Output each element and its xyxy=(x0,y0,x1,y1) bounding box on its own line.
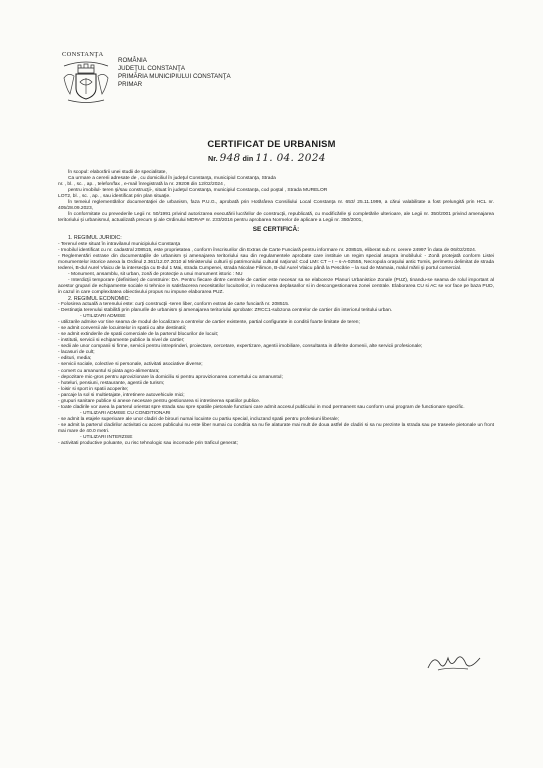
allowed-use-item: - sedii ale unor companii si firme, servicii pentru intreprinderi, proiectare, cercetare, expertizare, agentii imobiliare, consultanta in diferite domenii, alte servicii profesionale; xyxy=(58,344,423,350)
allowed-uses-heading: - UTILIZARI ADMISE xyxy=(80,314,126,320)
legal-paragraph: - Terenul este situat în intravilanul municipiului Constanţa xyxy=(58,241,181,247)
county-name: JUDEŢUL CONSTANŢA xyxy=(118,65,186,72)
certificate-number-line xyxy=(208,152,326,164)
legal-paragraph: - Interdicţii temporare (definitive) de construire: DA. Pentru fiecare dintre centrele de cartier este necesar sa se elaboreze Planuri Urbanistice Zonale (PUZ), tinandu-se seama de rolul important al acestor grupari de echipamente sociale si tehnice in satisfacerea necesitatilor locuitorilor, in reducerea deplasarilor si in descongestionarea zonei centrale. Elaborarea CU si AC se vor face pe baza PUD, in cazul in care complexitatea obiectivului propus nu impune elaborarea PUZ. xyxy=(58,277,494,295)
allowed-use-item: - utilizarile admise vor tine seama de modul de localizare a centrelor de cartier existente, partial configurate in conditii foarte limitate de teren; xyxy=(58,320,360,326)
crest-label: CONSTANŢA xyxy=(62,51,104,58)
allowed-use-item: - se admit extinderile de spatii comerciale de la parterul blocurilor de locuit; xyxy=(58,332,219,338)
coat-of-arms-icon xyxy=(56,56,116,104)
allowed-use-item: - se admit conversii ale locuintelor in spatii cu alte destinatii; xyxy=(58,326,187,332)
allowed-use-item: - institutii, servicii si echipamente publice la nivel de cartier; xyxy=(58,338,185,344)
document-body xyxy=(58,170,494,447)
forbidden-uses-heading: - UTILIZARI INTERZISE xyxy=(80,435,133,441)
city-hall-name: PRIMĂRIA MUNICIPIULUI CONSTANŢA xyxy=(118,73,231,80)
legal-paragraph: - Reglementări extrase din documentaţiile de urbanism şi amenajarea teritoriului sau din regulamentele aprobate care instituie un regim special asupra imobilului: - Zonă protejată conform Listei monumentelor istorice anexa la Ordinul 2.361/12.07.2010 al Ministerului culturii şi patrimoniului cultural naţional: Cod LMI: CT – I – s-A-02555, Necropola oraşului antic Tomis, perimetru delimitat de strada Iederei, B-dul Aurel Vlaicu de la intersecţia cu B-dul 1 Mai, strada Cumpenei, strada Nicolae Filimon, B-dul Aurel Vlaicu până la Pescărie – la sud de Mamaia, malul mării şi portul comercial. xyxy=(58,253,494,271)
issuer-header xyxy=(118,57,231,89)
purpose-line: În scopul: elaborării unei studii de specialitate, xyxy=(68,170,167,175)
allowed-use-item: - toate cladirile vor avea la parterul orientat spre strada sau spre spatiile pietonale functiuni care admit accesul publicului in mod permanent sau conform unui program de functionare specific. xyxy=(58,404,465,410)
forbidden-use-item: - activitati productive poluante, cu risc tehnologic sau incomode prin traficul generat; xyxy=(58,441,238,447)
property-line: pentru imobilul- teren şi/sau construcţii-, situat în judeţul Constanţa, municipiul Constanţa, cod poştal , Strada MURELOR xyxy=(68,188,328,194)
mayor-title: PRIMAR xyxy=(118,81,143,88)
legal-basis-pug: În temeiul reglementărilor documentaţiei de urbanism, faza P.U.G., aprobată prin Hotărârea Consiliului Local Constanţa nr. 653/ 25.11.1999, a cărui valabilitate a fost prelungită prin HCL nr. 405/28.09.2023, xyxy=(58,200,494,212)
section-legal-title: 1. REGIMUL JURIDIC: xyxy=(68,235,122,242)
legal-basis-laws: În conformitate cu prevederile Legii nr. 50/1991 privind autorizarea executării lucrărilor de construcţii, republicată, cu modificările şi completările ulterioare, ale Legii nr. 350/2001 privind amenajarea teritoriului şi urbanismul, actualizată precum şi ale Ordinului MDRAP nr. 233/2016 pentru aprobarea Normelor de aplicare a Legii nr. 350/2001, xyxy=(58,212,494,224)
allowed-use-item: - parcaje la sol si multietajate, intretinere autovehicule mici; xyxy=(58,392,185,398)
document-title: CERTIFICAT DE URBANISM xyxy=(207,138,336,149)
allowed-use-item: - hoteluri, pensiuni, restaurante, agentii de turism; xyxy=(58,380,165,386)
economic-paragraph: - Folosirea actuală a terenului este: curţi construcţii -teren liber, conform extras de carte funciară nr. 208515. xyxy=(58,301,290,307)
certifies-heading: SE CERTIFICĂ: xyxy=(252,226,300,234)
certificate-number: 948 xyxy=(219,152,241,164)
address-line: nr. , bl. , sc. , ap. , telefon/fax , e-mail înregistrată la nr. 29208 din 12/02/2024 , xyxy=(58,182,226,188)
legal-paragraph: - Imobilul identificat cu nr. cadastral 208515, este proprietatea , conform înscrisurilor din Extras de Carte Funciară pentru informare nr. 208515, eliberat sub nr. cerere 24997 în data de 06/02/2024. xyxy=(58,247,477,253)
conditional-use-item: - se admit la parterul cladirilor activitati cu acces publicului nu este liber numai cu conditia sa nu fie alaturate mai mult de doua astfel de cladiri si sa nu prezinte la strada sau pe traseele pietonale un front mai mare de 40.0 metri. xyxy=(58,422,494,434)
allowed-use-item: - lacasuri de cult; xyxy=(58,350,95,356)
conditional-use-item: - se admit la etajele superioare ale unor cladiri de birouri numai locuinte cu partiu special, incluzand spatii pentru profesiuni liberale; xyxy=(58,416,340,422)
handwritten-signature xyxy=(424,652,486,674)
date-label: din xyxy=(242,154,254,163)
certificate-date: 11. 04. 2024 xyxy=(255,152,326,164)
property-line-cont: LOT2, bl. , sc. , ap. , sau identificat prin plan situaţie. xyxy=(58,194,171,200)
allowed-use-item: - loisir si sport in spatii acoperite; xyxy=(58,386,129,392)
allowed-use-item: - grupuri sanitare publice si anexe necesare pentru gestionarea si intretinerea spatiilor publice. xyxy=(58,398,261,404)
legal-paragraph: - Monument, ansamblu, sit urban, zonă de protecţie a unui monument istoric : NU xyxy=(68,271,243,277)
allowed-use-item: - depozitare mic-gros pentru aprovizionare la domiciliu si pentru aprovizionarea comertului cu amanuntul; xyxy=(58,374,283,380)
conditional-uses-heading: - UTILIZARI ADMISE CU CONDITIONARI xyxy=(80,410,171,416)
allowed-use-item: - edituri, media; xyxy=(58,356,92,362)
country-name: ROMÂNIA xyxy=(118,57,147,64)
section-economic-title: 2. REGIMUL ECONOMIC: xyxy=(68,295,130,302)
number-label: Nr. xyxy=(208,154,218,163)
applicant-line: Ca urmare a cererii adresate de , cu domiciliul în judeţul Constanţa, municipiul Constanţa, Strada xyxy=(68,176,276,182)
economic-paragraph: - Destinaţia terenului stabilită prin planurile de urbanism şi amenajarea teritoriului aprobate: ZRCC1-subzona centrelor de cartier din interiorul teritului urban. xyxy=(58,308,393,314)
allowed-use-item: - comert cu amanuntul si piata agro-alimentara; xyxy=(58,368,160,374)
allowed-use-item: - servicii sociale, colective si personale, activitati asociative diverse; xyxy=(58,362,203,368)
